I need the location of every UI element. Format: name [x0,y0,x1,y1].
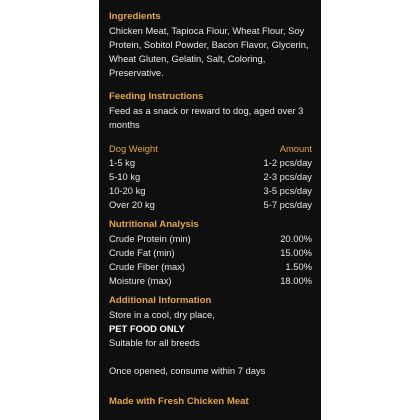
dog-weight-cell: 10-20 kg [109,185,146,196]
ingredients-line: Chicken Meat, Tapioca Flour, Wheat Flour, Soy [109,25,305,36]
suitable-text: Suitable for all breeds [109,337,200,348]
amount-cell: 3-5 pcs/day [263,185,312,196]
feeding-table-row [109,156,312,170]
amount-cell: 1-2 pcs/day [263,157,312,168]
storage-text: Store in a cool, dry place, [109,309,215,320]
pet-food-only-label: PET FOOD ONLY [109,323,185,334]
dog-weight-cell: 5-10 kg [109,171,141,182]
nutrient-value: 15.00% [280,247,312,258]
amount-cell: 5-7 pcs/day [263,199,312,210]
nutrition-row [109,232,312,246]
ingredients-line: Preservative. [109,67,164,78]
nutrient-label: Moisture (max) [109,275,172,286]
tagline: Made with Fresh Chicken Meat [109,396,249,407]
ingredients-line: Wheat Gluten, Gelatin, Salt, Coloring, [109,53,266,64]
additional-info-heading: Additional Information [109,295,212,306]
nutrient-label: Crude Fiber (max) [109,261,186,272]
feeding-heading: Feeding Instructions [109,91,204,102]
amount-cell: 2-3 pcs/day [263,171,312,182]
nutrition-heading: Nutritional Analysis [109,219,199,230]
nutrient-label: Crude Protein (min) [109,233,191,244]
ingredients-heading: Ingredients [109,11,161,22]
nutrition-row [109,246,312,260]
nutrient-value: 18.00% [280,275,312,286]
feeding-table-header [109,142,312,156]
feeding-table-row [109,170,312,184]
dog-weight-column-header: Dog Weight [109,143,158,154]
feeding-line: Feed as a snack or reward to dog, aged over 3 [109,105,304,116]
nutrient-value: 20.00% [280,233,312,244]
feeding-table-row [109,198,312,212]
product-info-panel [99,0,321,420]
feeding-table-row [109,184,312,198]
dog-weight-cell: Over 20 kg [109,199,155,210]
amount-column-header: Amount [279,143,312,154]
nutrition-row [109,260,312,274]
feeding-line: months [109,119,140,130]
ingredients-line: Protein, Sobitol Powder, Bacon Flavor, Glycerin, [109,39,309,50]
once-opened-text: Once opened, consume within 7 days [109,365,266,376]
nutrition-row [109,274,312,288]
dog-weight-cell: 1-5 kg [109,157,136,168]
nutrient-label: Crude Fat (min) [109,247,175,258]
nutrient-value: 1.50% [285,261,312,272]
